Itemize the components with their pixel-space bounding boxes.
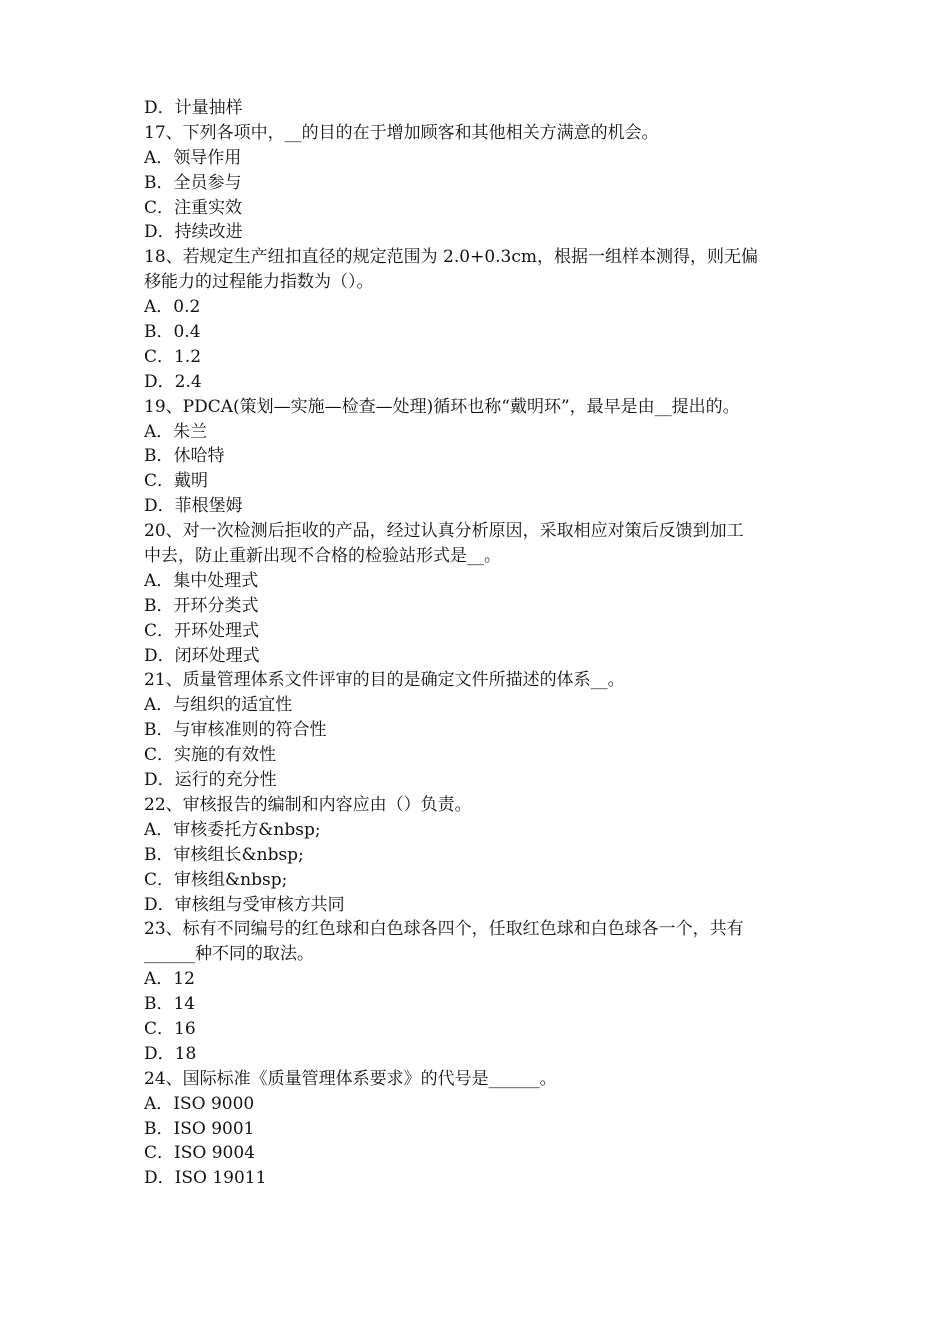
document-page xyxy=(144,96,810,1191)
option-line: A．集中处理式 xyxy=(144,570,259,591)
option-line: C．1.2 xyxy=(144,346,202,367)
option-line: C．注重实效 xyxy=(144,197,243,218)
question-23: 23、标有不同编号的红色球和白色球各四个，任取红色球和白色球各一个，共有 xyxy=(144,919,744,940)
option-line: D．持续改进 xyxy=(144,222,243,243)
option-line: C．实施的有效性 xyxy=(144,745,277,766)
option-line: D．18 xyxy=(144,1043,197,1064)
question-23-continued: ______种不同的取法。 xyxy=(144,944,314,965)
option-line: B．休哈特 xyxy=(144,446,225,467)
question-24: 24、国际标准《质量管理体系要求》的代号是______。 xyxy=(144,1068,557,1089)
question-19: 19、PDCA(策划—实施—检查—处理)循环也称“戴明环”，最早是由__提出的。 xyxy=(144,396,740,417)
option-line: B．14 xyxy=(144,994,196,1015)
question-20: 20、对一次检测后拒收的产品，经过认真分析原因，采取相应对策后反馈到加工 xyxy=(144,521,744,542)
option-line: D．计量抽样 xyxy=(144,98,243,118)
question-18-continued: 移能力的过程能力指数为（）。 xyxy=(144,272,374,293)
option-line: B．全员参与 xyxy=(144,172,242,193)
option-line: B．与审核准则的符合性 xyxy=(144,720,327,741)
option-line: D．审核组与受审核方共同 xyxy=(144,894,345,915)
option-line: B．0.4 xyxy=(144,322,201,343)
option-line: A．与组织的适宜性 xyxy=(144,695,293,716)
option-line: A．ISO 9000 xyxy=(144,1093,255,1114)
option-line: B．审核组长&nbsp; xyxy=(144,844,304,865)
option-line: D．ISO 19011 xyxy=(144,1168,267,1189)
question-21: 21、质量管理体系文件评审的目的是确定文件所描述的体系__。 xyxy=(144,670,625,691)
option-line: C．ISO 9004 xyxy=(144,1143,255,1164)
option-line: A．12 xyxy=(144,969,195,990)
option-line: D．2.4 xyxy=(144,371,202,392)
option-line: C．开环处理式 xyxy=(144,620,260,641)
option-line: B．ISO 9001 xyxy=(144,1118,255,1139)
option-line: A．领导作用 xyxy=(144,147,242,168)
option-line: A．审核委托方&nbsp; xyxy=(144,819,321,840)
option-line: D．运行的充分性 xyxy=(144,770,277,791)
question-18: 18、若规定生产纽扣直径的规定范围为 2.0+0.3cm，根据一组样本测得，则无偏 xyxy=(144,247,758,268)
option-line: C．审核组&nbsp; xyxy=(144,869,288,890)
option-line: C．戴明 xyxy=(144,471,209,492)
option-line: A．朱兰 xyxy=(144,421,208,442)
option-line: D．菲根堡姆 xyxy=(144,496,243,517)
question-22: 22、审核报告的编制和内容应由（）负责。 xyxy=(144,794,472,815)
option-line: A．0.2 xyxy=(144,297,201,318)
option-line: D．闭环处理式 xyxy=(144,645,260,666)
question-20-continued: 中去，防止重新出现不合格的检验站形式是__。 xyxy=(144,546,501,567)
option-line: B．开环分类式 xyxy=(144,595,259,616)
option-line: C．16 xyxy=(144,1018,196,1039)
question-17: 17、下列各项中，__的目的在于增加顾客和其他相关方满意的机会。 xyxy=(144,122,659,143)
